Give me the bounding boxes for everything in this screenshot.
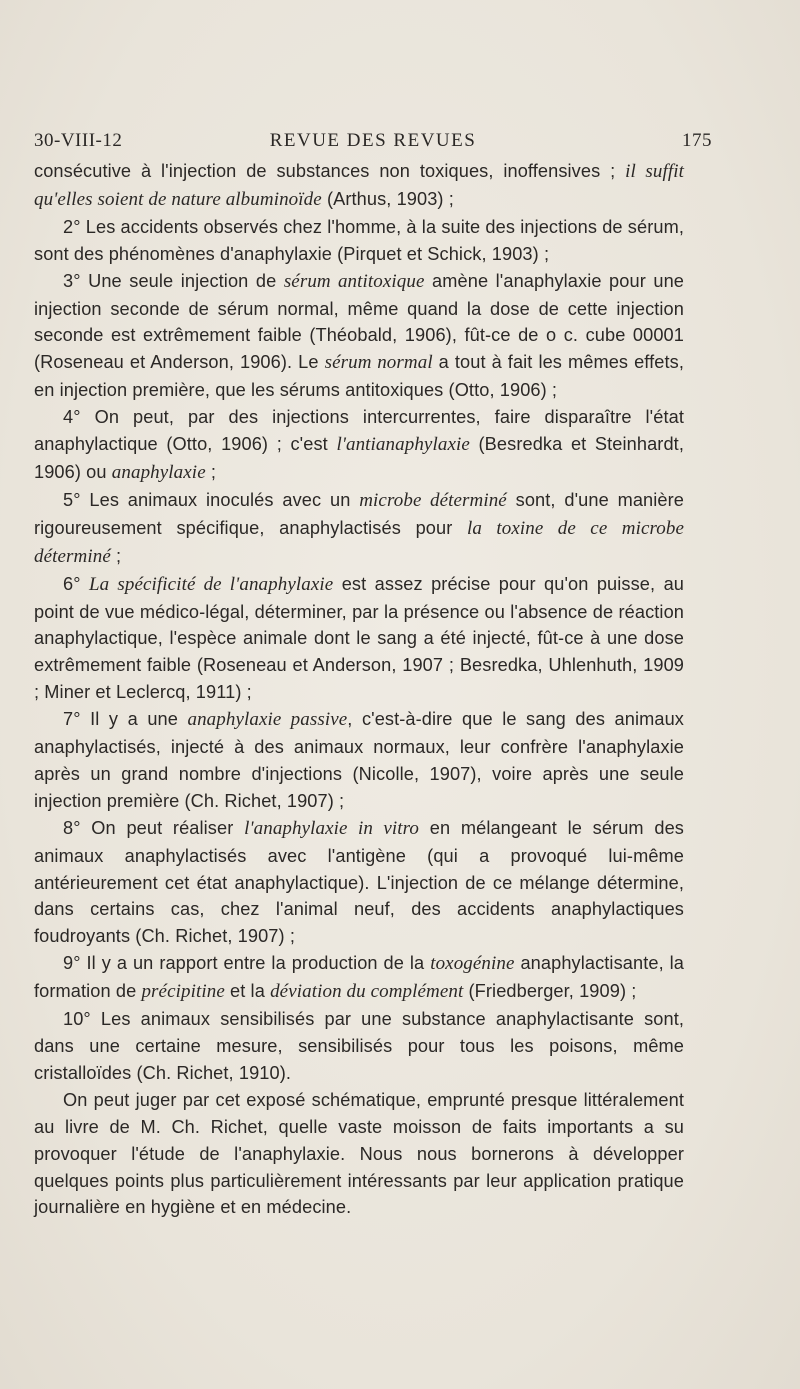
text-run: amène l'anaphylaxie pour une injection seconde de sérum normal, même quand la dose de cette injection seconde est extrêmement faible (Théobald, 1906), fût-ce de o c. cube 00001 (Roseneau et Anderson, 1906). Le (34, 270, 685, 373)
header-date: 30-VIII-12 (34, 130, 123, 151)
page-number: 175 (682, 130, 712, 151)
italic-text: sérum antitoxique (283, 270, 425, 292)
paragraph (34, 158, 684, 214)
text-run: 2° Les accidents observés chez l'homme, à la suite des injections de sérum, sont des phénomènes d'anaphylaxie (Pirquet et Schick, 1903) ; (34, 216, 684, 264)
text-run: 4° On peut, par des injections intercurrentes, faire disparaître l'état anaphylactique (Otto, 1906) ; c'est (34, 407, 684, 455)
italic-text: toxogénine (430, 953, 515, 975)
text-run: ; (205, 461, 217, 482)
italic-text: précipitine (141, 981, 225, 1003)
paragraph (34, 214, 684, 268)
text-run: (Friedberger, 1909) ; (463, 981, 637, 1002)
paragraph (34, 571, 684, 707)
paragraph (34, 706, 684, 815)
text-run: consécutive à l'injection de substances non toxiques, inoffensives ; (34, 161, 626, 181)
text-run: 10° Les animaux sensibilisés par une substance anaphylactisante sont, dans une certaine mesure, sensibilisés pour tous les poisons, même cristalloïdes (Ch. Richet, 1910). (34, 1009, 684, 1083)
paragraph (34, 268, 684, 405)
text-run: 5° Les animaux inoculés avec un (63, 489, 360, 510)
text-run: anaphylactisante, la formation de (34, 953, 684, 1002)
body-text (34, 158, 684, 1221)
text-run: sont, d'une manière rigoureusement spécifique, anaphylactisés pour (34, 489, 684, 538)
text-run: (Besredka et Steinhardt, 1906) ou (34, 434, 684, 482)
paragraph (34, 1087, 684, 1222)
paragraph (34, 404, 684, 487)
text-run: est assez précise pour qu'on puisse, au point de vue médico-légal, déterminer, par la présence ou l'absence de réaction anaphylactique, l'espèce animale dont le sang a été injecté, fût-ce à une dose extrêmement faible (Roseneau et Anderson, 1907 ; Besredka, Uhlenhuth, 1909 ; Miner et Leclercq, 1911) ; (34, 573, 684, 703)
text-run: a tout à fait les mêmes effets, en injection première, que les sérums antitoxiques (Otto, 1906) ; (34, 352, 684, 401)
italic-text: anaphylaxie (111, 461, 206, 483)
text-run: en mélangeant le sérum des animaux anaphylactisés avec l'antigène (qui a provoqué lui-même antérieurement cet état anaphylactique). L'injection de ce mélange détermine, dans certains cas, chez l'animal neuf, des accidents anaphylactiques foudroyants (Ch. Richet, 1907) ; (34, 817, 684, 947)
text-run: ; (110, 545, 122, 566)
header-title: REVUE DES REVUES (269, 130, 477, 151)
text-run: 9° Il y a un rapport entre la production de la (63, 953, 431, 974)
italic-text: l'anaphylaxie in vitro (244, 817, 420, 839)
paragraph (34, 815, 684, 951)
italic-text: la toxine de ce microbe déterminé (34, 517, 684, 567)
text-run: On peut juger par cet exposé schématique, emprunté presque littéralement au livre de M. Ch. Richet, quelle vaste moisson de faits importants a su provoquer l'étude de l'anaphylaxie. Nous nous bornerons à développer quelques points plus particulièrement intéressants par leur application pratique journalière en hygiène et en médecine. (34, 1089, 684, 1218)
italic-text: microbe déterminé (359, 489, 507, 511)
italic-text: l'antianaphylaxie (336, 434, 470, 456)
running-head (34, 130, 712, 156)
italic-text: il suffit qu'elles soient de nature albuminoïde (34, 161, 684, 210)
text-run: 8° On peut réaliser (63, 817, 245, 838)
italic-text: anaphylaxie passive (187, 709, 348, 731)
text-run: 6° (63, 573, 89, 594)
text-run: , c'est-à-dire que le sang des animaux anaphylactisés, injecté à des animaux normaux, leur confrère l'anaphylaxie après un grand nombre d'injections (Nicolle, 1907), voire après une seule injection première (Ch. Richet, 1907) ; (34, 709, 684, 811)
italic-text: La spécificité de l'anaphylaxie (89, 573, 334, 595)
paragraph (34, 1006, 684, 1087)
paragraph (34, 487, 684, 571)
text-run: 7° Il y a une (63, 709, 188, 730)
italic-text: sérum normal (324, 352, 433, 374)
paragraph (34, 950, 684, 1006)
italic-text: déviation du complément (270, 981, 464, 1003)
text-run: et la (224, 981, 271, 1002)
text-run: (Arthus, 1903) ; (321, 188, 454, 209)
text-run: 3° Une seule injection de (63, 270, 284, 291)
